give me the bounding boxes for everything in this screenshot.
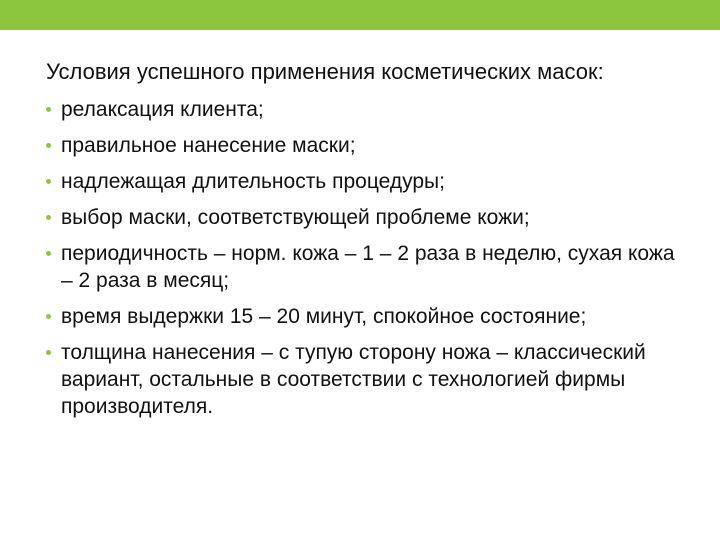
- bullet-dot-icon: [46, 143, 51, 148]
- bullet-text: периодичность – норм. кожа – 1 – 2 раза в неделю, сухая кожа – 2 раза в месяц;: [61, 242, 675, 292]
- bullet-text: время выдержки 15 – 20 минут, спокойное состояние;: [61, 305, 587, 328]
- bullet-dot-icon: [46, 350, 51, 355]
- bullet-item: [46, 96, 686, 123]
- bullet-text: правильное нанесение маски;: [61, 134, 356, 157]
- slide-title: Условия успешного применения косметических масок:: [46, 59, 604, 84]
- bullet-text: толщина нанесения – с тупую сторону ножа – классический вариант, остальные в соответствии с технологией фирмы производителя.: [61, 341, 646, 418]
- bullet-text: релаксация клиента;: [61, 98, 264, 121]
- bullet-item: [46, 339, 686, 420]
- slide-content: [46, 58, 686, 429]
- bullet-item: [46, 303, 686, 330]
- bullet-text: выбор маски, соответствующей проблеме кожи;: [61, 206, 530, 229]
- bullet-item: [46, 132, 686, 159]
- bullet-item: [46, 240, 686, 294]
- bullet-dot-icon: [46, 314, 51, 319]
- top-accent-bar: [0, 0, 720, 30]
- bullet-text: надлежащая длительность процедуры;: [61, 170, 445, 193]
- bullet-item: [46, 168, 686, 195]
- bullet-dot-icon: [46, 215, 51, 220]
- bullet-dot-icon: [46, 107, 51, 112]
- bullet-dot-icon: [46, 251, 51, 256]
- bullet-item: [46, 204, 686, 231]
- bullet-list: [46, 96, 686, 420]
- bullet-dot-icon: [46, 179, 51, 184]
